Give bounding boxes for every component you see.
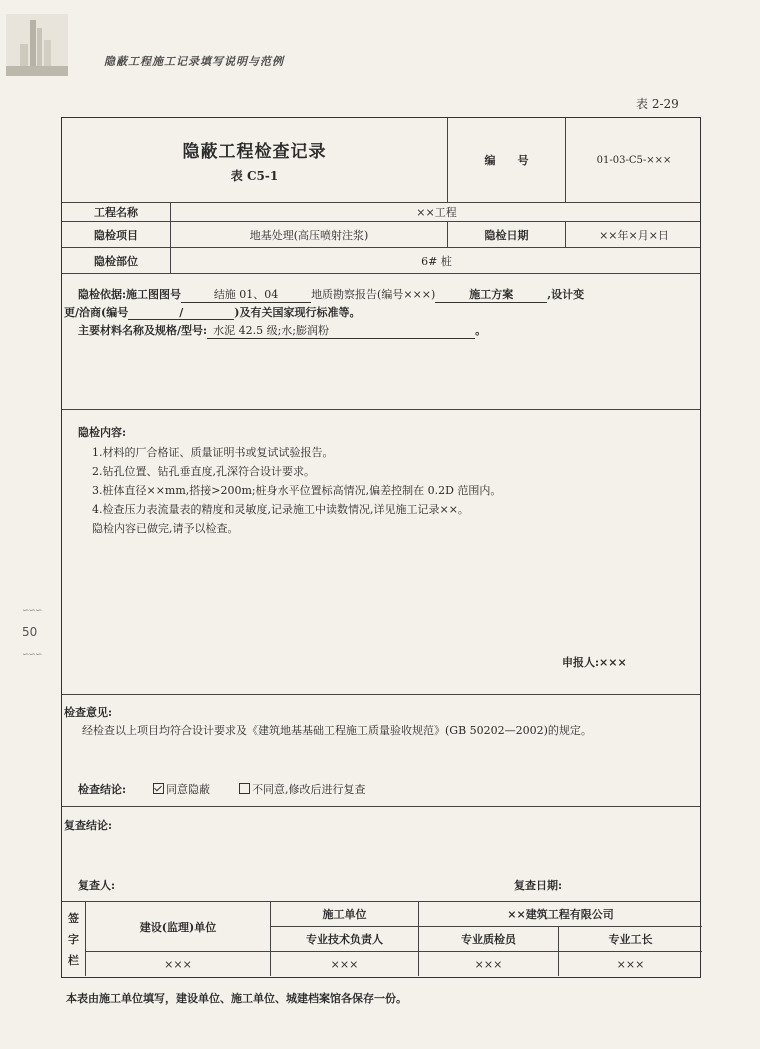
ornament-icon: ∽∽∽ (22, 606, 42, 616)
location-value: 6# 桩 (170, 248, 702, 273)
content-section (62, 410, 700, 695)
content-item-2: 2.钻孔位置、钻孔垂直度,孔深符合设计要求。 (92, 465, 315, 478)
opinion-text: 经检查以上项目均符合设计要求及《建筑地基基础工程施工质量验收规范》(GB 50202—2002)的规定。 (82, 724, 592, 737)
inspection-item-row (62, 222, 700, 248)
reviewer-label: 复查人: (78, 879, 116, 892)
conclusion-line (78, 781, 366, 797)
code-label: 编 号 (447, 118, 565, 202)
date-label: 隐检日期 (447, 222, 565, 247)
signature-block (62, 902, 700, 976)
content-item-5: 隐检内容已做完,请予以检查。 (92, 522, 239, 535)
conclusion-label: 检查结论: (78, 783, 127, 796)
applicant: 申报人:××× (562, 656, 627, 669)
review-date-label: 复查日期: (514, 879, 563, 892)
owner-unit-label: 建设(监理)单位 (86, 902, 271, 952)
content-item-4: 4.检查压力表流量表的精度和灵敏度,记录施工中读数情况,详见施工记录××。 (92, 503, 469, 516)
form-title-row (62, 118, 700, 203)
basis-prefix: 隐检依据:施工图图号 (78, 288, 182, 301)
form-subtitle: 表 C5-1 (230, 168, 279, 183)
construction-unit-value: ××建筑工程有限公司 (419, 902, 702, 927)
date-value: ××年×月×日 (565, 222, 702, 247)
table-number: 表 2-29 (636, 97, 679, 111)
review-section (62, 807, 700, 902)
item-label: 隐检项目 (94, 228, 138, 242)
disagree-checkbox[interactable] (239, 783, 250, 794)
foreman-signature: ××× (616, 957, 645, 971)
basis-line-3: 主要材料名称及规格/型号: 水泥 42.5 级;水;膨润粉 。 (78, 324, 487, 337)
design-change-prefix: ,设计变 (547, 288, 585, 301)
quality-inspector-label: 专业质检员 (419, 927, 559, 952)
basis-line-2 (64, 304, 360, 320)
materials-label: 主要材料名称及规格/型号: (78, 324, 208, 337)
content-item-3: 3.桩体直径××mm,搭接>200m;桩身水平位置标高情况,偏差控制在 0.2D 范围内。 (92, 484, 502, 497)
agree-checkbox[interactable] (153, 783, 164, 794)
header-title: 隐蔽工程施工记录填写说明与范例 (104, 55, 284, 68)
opinion-section (62, 695, 700, 807)
review-label: 复查结论: (64, 819, 113, 832)
opinion-label: 检查意见: (64, 706, 113, 719)
footer-note: 本表由施工单位填写，建设单位、施工单位、城建档案馆各保存一份。 (66, 992, 407, 1005)
content-item-1: 1.材料的厂合格证、质量证明书或复试试验报告。 (92, 446, 334, 459)
project-name-row (62, 203, 700, 222)
tech-lead-label: 专业技术负责人 (271, 927, 419, 952)
location-label: 隐检部位 (94, 254, 138, 268)
item-value: 地基处理(高压喷射注浆) (170, 222, 447, 247)
drawing-number: 结施 01、04 (181, 286, 311, 303)
project-name-value: ××工程 (170, 203, 702, 221)
basis-section (62, 274, 700, 410)
construction-scheme: 施工方案 (435, 286, 547, 303)
project-name-label: 工程名称 (94, 206, 138, 219)
materials-value: 水泥 42.5 级;水;膨润粉 (207, 322, 475, 339)
quality-signature: ××× (419, 952, 559, 976)
change-suffix: )及有关国家现行标准等。 (234, 306, 361, 319)
foreman-label: 专业工长 (559, 927, 702, 952)
change-prefix: 更/洽商(编号 (64, 306, 129, 319)
location-row (62, 248, 700, 274)
ornament-icon: ∽∽∽ (22, 650, 42, 660)
signature-side-label: 签 字 栏 (62, 902, 86, 976)
code-value: 01-03-C5-××× (565, 118, 702, 202)
content-label: 隐检内容: (78, 426, 127, 439)
agree-option: 同意隐蔽 (166, 783, 211, 796)
basis-line-1 (78, 286, 584, 303)
inspection-form (61, 117, 701, 978)
survey-report: 地质勘察报告(编号×××) (311, 288, 436, 301)
change-number: / (128, 306, 234, 320)
disagree-option: 不同意,修改后进行复查 (252, 783, 366, 796)
tech-lead-signature: ××× (271, 952, 419, 976)
construction-unit-label: 施工单位 (271, 902, 419, 927)
form-title: 隐蔽工程检查记录 (182, 141, 327, 162)
title-block (62, 118, 447, 202)
owner-signature: ××× (86, 952, 271, 976)
building-logo-icon (6, 14, 68, 76)
page-number: 50 (22, 625, 38, 639)
